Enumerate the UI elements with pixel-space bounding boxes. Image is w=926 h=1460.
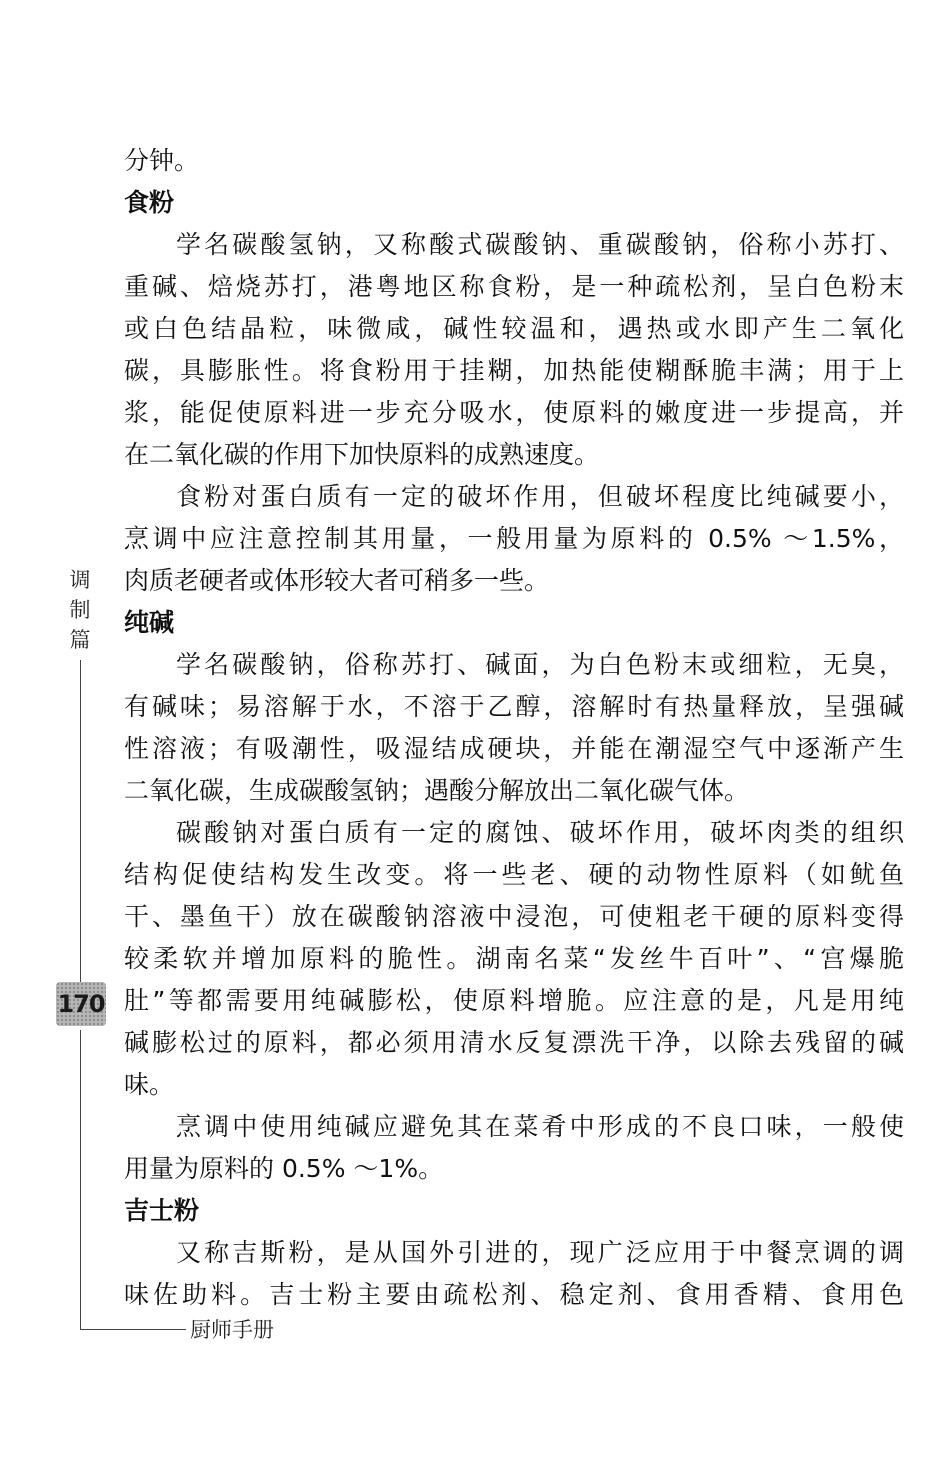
text-line: 又称吉斯粉，是从国外引进的，现广泛应用于中餐烹调的调 [176,1238,904,1267]
side-tab-char: 调 [69,568,91,592]
margin-rule-lower [80,1030,81,1330]
side-tab-char: 制 [69,598,91,622]
page-number: 170 [56,982,106,1026]
text-line: 学名碳酸氢钠，又称酸式碳酸钠、重碳酸钠，俗称小苏打、 [176,230,904,259]
text-line: 性溶液；有吸潮性，吸湿结成硬块，并能在潮湿空气中逐渐产生 [124,734,904,763]
text-line: 碳酸钠对蛋白质有一定的腐蚀、破坏作用，破坏肉类的组织 [176,818,904,847]
text-line: 味佐助料。吉士粉主要由疏松剂、稳定剂、食用香精、食用色 [124,1280,904,1309]
text-line: 烹调中应注意控制其用量，一般用量为原料的 0.5% ～1.5%， [124,524,904,553]
text-line: 浆，能促使原料进一步充分吸水，使原料的嫩度进一步提高，并 [124,398,904,427]
text-line: 结构促使结构发生改变。将一些老、硬的动物性原料（如鱿鱼 [124,860,904,889]
text-line: 学名碳酸钠，俗称苏打、碱面，为白色粉末或细粒，无臭， [176,650,904,679]
side-tab-char: 篇 [69,628,91,652]
page-body [124,140,904,1316]
running-footer: 厨师手册 [190,1318,274,1342]
text-line: 或白色结晶粒，味微咸，碱性较温和，遇热或水即产生二氧化 [124,314,904,343]
text-line: 分钟。 [124,146,200,175]
text-line: 干、墨鱼干）放在碳酸钠溶液中浸泡，可使粗老干硬的原料变得 [124,902,904,931]
text-line: 食粉对蛋白质有一定的破坏作用，但破坏程度比纯碱要小， [176,482,904,511]
section-heading-shifen: 食粉 [124,188,175,217]
text-line: 肚”等都需要用纯碱膨松，使原料增脆。应注意的是，凡是用纯 [124,986,904,1015]
text-line: 碳，具膨胀性。将食粉用于挂糊，加热能使糊酥脆丰满；用于上 [124,356,904,385]
section-heading-chunjian: 纯碱 [124,608,175,637]
text-line: 在二氧化碳的作用下加快原料的成熟速度。 [124,440,600,469]
text-line: 二氧化碳，生成碳酸氢钠；遇酸分解放出二氧化碳气体。 [124,776,750,805]
text-line: 味。 [124,1070,175,1099]
text-line: 用量为原料的 0.5% ～1%。 [124,1154,444,1183]
text-line: 烹调中使用纯碱应避免其在菜肴中形成的不良口味，一般使 [176,1112,904,1141]
side-section-tab [66,565,94,655]
text-line: 肉质老硬者或体形较大者可稍多一些。 [124,566,550,595]
text-line: 有碱味；易溶解于水，不溶于乙醇，溶解时有热量释放，呈强碱 [124,692,904,721]
section-heading-jishifen: 吉士粉 [124,1196,200,1225]
text-line: 较柔软并增加原料的脆性。湖南名菜“发丝牛百叶”、“宫爆脆 [124,944,904,973]
margin-rule-upper [80,660,81,982]
text-line: 碱膨松过的原料，都必须用清水反复漂洗干净，以除去残留的碱 [124,1028,904,1057]
footer-rule [80,1329,186,1330]
text-line: 重碱、焙烧苏打，港粤地区称食粉，是一种疏松剂，呈白色粉末 [124,272,904,301]
